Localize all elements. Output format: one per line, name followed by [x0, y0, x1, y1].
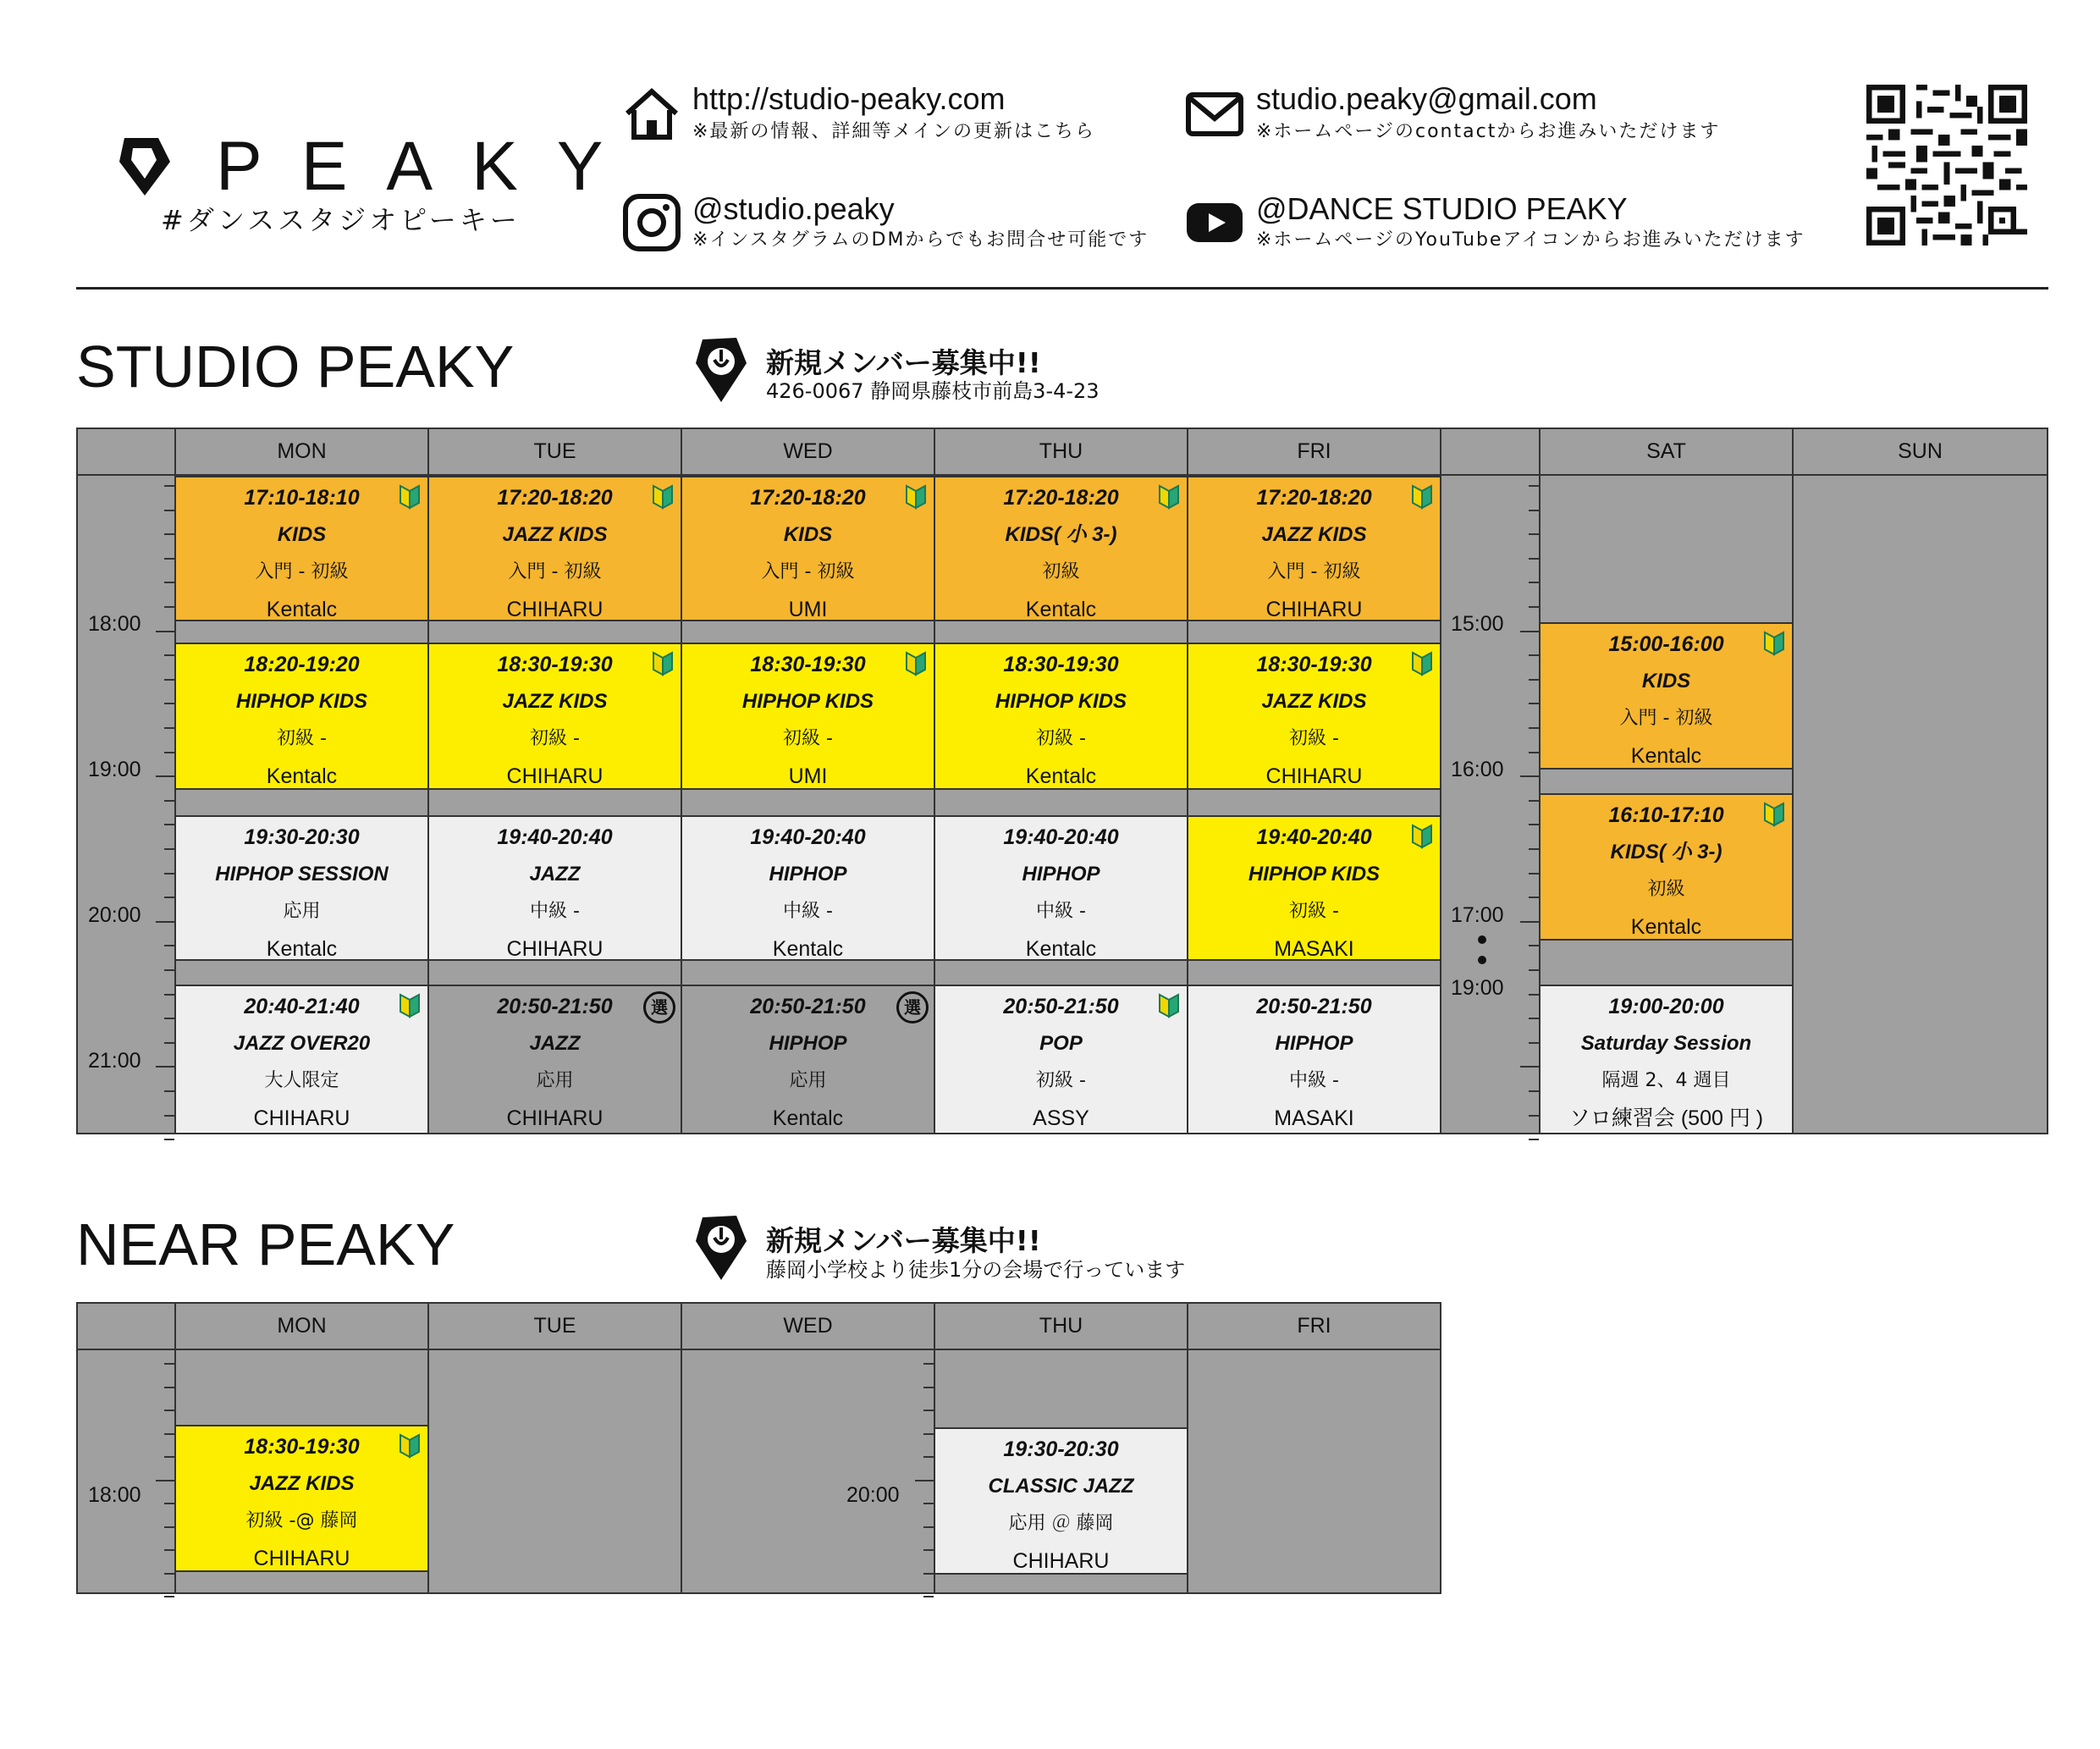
class-instructor: CHIHARU: [1265, 598, 1363, 621]
time-tick: [164, 558, 174, 560]
class-level: 初級 -: [277, 728, 327, 749]
class-cell[interactable]: [1539, 622, 1794, 770]
time-tick: [1529, 994, 1539, 996]
class-instructor: Kentalc: [1630, 744, 1702, 768]
class-instructor: CHIHARU: [253, 1106, 350, 1130]
time-tick: [164, 1042, 174, 1044]
class-name: HIPHOP: [1022, 863, 1100, 886]
time-tick: [156, 775, 174, 777]
day-head-fri: FRI: [1187, 428, 1441, 476]
class-name: JAZZ KIDS: [502, 523, 608, 546]
header-divider: [76, 287, 2048, 290]
time-tick: [1529, 824, 1539, 825]
class-instructor: UMI: [788, 598, 828, 621]
time-tick: [164, 582, 174, 583]
class-time: 18:20-19:20: [244, 653, 360, 676]
class-name: JAZZ KIDS: [1261, 523, 1367, 546]
class-name: HIPHOP KIDS: [1248, 863, 1381, 886]
class-name: HIPHOP: [1275, 1032, 1353, 1055]
time-tick: [164, 1526, 174, 1528]
time-label: 20:00: [88, 903, 141, 927]
time-label: 18:00: [88, 1483, 141, 1507]
near-day-head-mon: MON: [174, 1302, 429, 1350]
time-tick: [1520, 631, 1539, 632]
class-instructor: Kentalc: [266, 937, 338, 961]
day-head-tue: TUE: [427, 428, 682, 476]
beginner-mark-icon: [1411, 484, 1433, 510]
beginner-mark-icon: [1763, 802, 1785, 827]
class-cell[interactable]: [1539, 985, 1794, 1134]
time-tick: [923, 1387, 934, 1388]
time-tick: [1529, 558, 1539, 560]
class-instructor: Kentalc: [1025, 764, 1097, 788]
class-name: JAZZ: [529, 863, 581, 886]
peaky-logo-mark: [114, 131, 174, 199]
class-level: 入門 - 初級: [1267, 561, 1361, 582]
time-tick: [923, 1503, 934, 1504]
time-tick: [1529, 727, 1539, 729]
time-gap-dots: [1478, 935, 1486, 964]
class-name: JAZZ: [529, 1032, 581, 1055]
peaky-pin-icon: [694, 1212, 748, 1283]
email-link[interactable]: studio.peaky@gmail.com: [1256, 81, 1597, 116]
time-label: 15:00: [1451, 612, 1504, 636]
time-label: 16:00: [1451, 758, 1504, 781]
class-name: KIDS( 小 3-): [1610, 841, 1722, 863]
class-name: HIPHOP SESSION: [215, 863, 389, 886]
email-note: ※ホームページのcontactからお進みいただけます: [1256, 121, 1721, 142]
time-tick: [164, 510, 174, 511]
time-tick: [1529, 969, 1539, 971]
class-level: 応用 ＠ 藤岡: [1008, 1513, 1114, 1534]
class-cell[interactable]: [174, 1425, 429, 1572]
time-tick: [164, 533, 174, 535]
class-instructor: CHIHARU: [253, 1547, 350, 1570]
class-level: 隔週 2、4 週目: [1601, 1070, 1731, 1091]
class-name: HIPHOP: [769, 863, 847, 886]
class-time: 18:30-19:30: [1003, 653, 1119, 676]
class-instructor: MASAKI: [1274, 1106, 1354, 1130]
day-head-sat: SAT: [1539, 428, 1794, 476]
beginner-mark-icon: [399, 484, 421, 510]
time-tick: [1529, 533, 1539, 535]
time-tick: [1520, 921, 1539, 923]
time-tick: [164, 485, 174, 487]
time-tick: [164, 1549, 174, 1551]
website-link[interactable]: http://studio-peaky.com: [692, 81, 1006, 116]
class-instructor: CHIHARU: [506, 598, 604, 621]
class-cell[interactable]: [681, 476, 935, 621]
peaky-pin-icon: [694, 334, 748, 406]
day-head-sun: SUN: [1792, 428, 2048, 476]
class-instructor: CHIHARU: [1265, 764, 1363, 788]
instagram-note: ※インスタグラムのDMからでもお問合せ可能です: [692, 229, 1149, 251]
youtube-note: ※ホームページのYouTubeアイコンからお進みいただけます: [1256, 229, 1805, 251]
class-name: KIDS( 小 3-): [1005, 523, 1117, 546]
class-cell[interactable]: [681, 985, 935, 1134]
class-level: 初級 -: [1289, 728, 1339, 749]
time-tick: [1529, 897, 1539, 898]
class-time: 20:50-21:50: [1003, 995, 1119, 1018]
time-tick: [164, 1363, 174, 1365]
time-tick: [164, 848, 174, 850]
class-instructor: Kentalc: [1025, 937, 1097, 961]
time-tick: [164, 1115, 174, 1117]
class-instructor: Kentalc: [266, 764, 338, 788]
class-name: Saturday Session: [1580, 1032, 1752, 1055]
class-cell[interactable]: [934, 476, 1188, 621]
time-tick: [1529, 485, 1539, 487]
time-tick: [1529, 800, 1539, 802]
near-timetable: [76, 1302, 1441, 1594]
class-instructor: CHIHARU: [506, 764, 604, 788]
class-instructor: Kentalc: [1630, 915, 1702, 939]
time-tick: [164, 800, 174, 802]
class-instructor: Kentalc: [1025, 598, 1097, 621]
time-tick: [923, 1596, 934, 1597]
class-level: 大人限定: [264, 1070, 339, 1091]
time-tick: [164, 1503, 174, 1504]
class-time: 17:20-18:20: [1256, 486, 1372, 510]
time-col-head: [76, 1302, 176, 1350]
class-cell[interactable]: [934, 1427, 1188, 1575]
time-tick: [164, 824, 174, 825]
time-tick: [164, 897, 174, 898]
time-label: 17:00: [1451, 903, 1504, 927]
time-tick: [156, 1480, 174, 1481]
time-tick: [1529, 510, 1539, 511]
class-instructor: ソロ練習会 (500 円 ): [1568, 1106, 1764, 1130]
time-tick: [164, 752, 174, 753]
class-instructor: CHIHARU: [1012, 1549, 1110, 1573]
class-cell[interactable]: [174, 985, 429, 1134]
time-tick: [1529, 945, 1539, 946]
beginner-mark-icon: [905, 651, 927, 676]
class-time: 17:20-18:20: [750, 486, 866, 510]
time-tick: [923, 1363, 934, 1365]
class-time: 20:50-21:50: [750, 995, 866, 1018]
class-time: 19:40-20:40: [497, 825, 613, 849]
studio-timetable: [76, 428, 2048, 1134]
qr-code[interactable]: [1866, 85, 2027, 246]
class-level: 入門 - 初級: [1619, 708, 1713, 729]
time-tick: [164, 703, 174, 704]
home-icon: [622, 85, 681, 144]
class-time: 19:40-20:40: [1003, 825, 1119, 849]
class-cell[interactable]: [174, 643, 429, 790]
time-tick: [1529, 1139, 1539, 1140]
class-cell[interactable]: [427, 476, 682, 621]
youtube-icon: [1185, 193, 1244, 252]
class-time: 15:00-16:00: [1608, 632, 1724, 656]
class-name: HIPHOP KIDS: [235, 690, 368, 713]
weekend-time-col-head: [1440, 428, 1541, 476]
time-tick: [164, 727, 174, 729]
time-tick: [164, 606, 174, 608]
class-level: 初級 -: [530, 728, 580, 749]
near-location: 藤岡小学校より徒歩1分の会場で行っています: [766, 1258, 1186, 1282]
class-instructor: Kentalc: [266, 598, 338, 621]
class-time: 19:40-20:40: [750, 825, 866, 849]
class-time: 16:10-17:10: [1608, 803, 1724, 827]
class-time: 19:40-20:40: [1256, 825, 1372, 849]
time-tick: [1529, 1115, 1539, 1117]
time-label: 20:00: [846, 1483, 900, 1507]
near-day-head-thu: THU: [934, 1302, 1188, 1350]
col-line: [681, 1349, 682, 1594]
class-cell[interactable]: [681, 643, 935, 790]
class-time: 20:50-21:50: [497, 995, 613, 1018]
selection-badge-icon: 選: [643, 991, 675, 1023]
time-tick: [164, 1596, 174, 1597]
beginner-mark-icon: [399, 1433, 421, 1459]
time-tick: [164, 969, 174, 971]
class-time: 19:30-20:30: [244, 825, 360, 849]
class-name: KIDS: [1641, 670, 1691, 692]
class-name: JAZZ KIDS: [1261, 690, 1367, 713]
time-tick: [1529, 654, 1539, 656]
time-label: 21:00: [88, 1049, 141, 1073]
time-tick: [923, 1526, 934, 1528]
time-tick: [156, 631, 174, 632]
time-tick: [164, 1410, 174, 1411]
time-tick: [923, 1433, 934, 1435]
class-cell[interactable]: [1187, 815, 1441, 961]
time-tick: [164, 1573, 174, 1575]
class-instructor: Kentalc: [772, 1106, 844, 1130]
class-name: KIDS: [277, 523, 327, 546]
near-day-head-wed: WED: [681, 1302, 935, 1350]
class-level: 初級 -: [1036, 728, 1086, 749]
beginner-mark-icon: [399, 993, 421, 1018]
time-label: 19:00: [1451, 976, 1504, 1000]
studio-title: STUDIO PEAKY: [76, 334, 515, 400]
class-cell[interactable]: [427, 985, 682, 1134]
class-cell[interactable]: [934, 985, 1188, 1134]
time-tick: [164, 679, 174, 681]
class-name: KIDS: [783, 523, 833, 546]
near-title: NEAR PEAKY: [76, 1211, 455, 1277]
class-level: 入門 - 初級: [255, 561, 349, 582]
time-tick: [156, 1066, 174, 1068]
time-tick: [164, 1139, 174, 1140]
time-tick: [1520, 775, 1539, 777]
beginner-mark-icon: [652, 651, 674, 676]
time-tick: [915, 1480, 934, 1481]
time-tick: [1529, 848, 1539, 850]
beginner-mark-icon: [1158, 484, 1180, 510]
day-head-mon: MON: [174, 428, 429, 476]
class-instructor: UMI: [788, 764, 828, 788]
time-tick: [164, 654, 174, 656]
class-time: 19:30-20:30: [1003, 1437, 1119, 1461]
instagram-icon: [622, 193, 681, 252]
time-tick: [156, 921, 174, 923]
studio-address: 426-0067 静岡県藤枝市前島3-4-23: [766, 379, 1100, 403]
near-recruit-title: 新規メンバー募集中!!: [766, 1224, 1041, 1257]
class-level: 応用: [283, 901, 321, 922]
class-time: 20:40-21:40: [244, 995, 360, 1018]
time-tick: [1529, 873, 1539, 874]
class-level: 応用: [789, 1070, 827, 1091]
class-time: 20:50-21:50: [1256, 995, 1372, 1018]
class-level: 初級: [1647, 879, 1685, 900]
near-day-head-fri: FRI: [1187, 1302, 1441, 1350]
studio-recruit-title: 新規メンバー募集中!!: [766, 346, 1041, 379]
class-time: 18:30-19:30: [244, 1435, 360, 1459]
class-level: 入門 - 初級: [761, 561, 855, 582]
class-level: 中級 -: [530, 901, 580, 922]
time-tick: [164, 1018, 174, 1019]
class-name: JAZZ KIDS: [249, 1472, 355, 1495]
near-day-head-tue: TUE: [427, 1302, 682, 1350]
selection-badge-icon: 選: [896, 991, 929, 1023]
time-label: 18:00: [88, 612, 141, 636]
instagram-link[interactable]: @studio.peaky: [692, 191, 895, 226]
time-tick: [164, 945, 174, 946]
class-name: JAZZ KIDS: [502, 690, 608, 713]
class-level: 初級 -: [1036, 1070, 1086, 1091]
class-name: HIPHOP KIDS: [741, 690, 874, 713]
class-cell[interactable]: [681, 815, 935, 961]
youtube-link[interactable]: @DANCE STUDIO PEAKY: [1256, 191, 1628, 226]
mail-icon: [1185, 85, 1244, 144]
class-level: 応用: [536, 1070, 574, 1091]
class-cell[interactable]: [174, 815, 429, 961]
class-cell[interactable]: [174, 476, 429, 621]
class-time: 17:20-18:20: [497, 486, 613, 510]
class-name: POP: [1039, 1032, 1083, 1055]
beginner-mark-icon: [905, 484, 927, 510]
time-tick: [1520, 1066, 1539, 1068]
time-tick: [923, 1573, 934, 1575]
time-tick: [923, 1410, 934, 1411]
day-head-thu: THU: [934, 428, 1188, 476]
class-level: 中級 -: [783, 901, 833, 922]
class-name: HIPHOP KIDS: [995, 690, 1127, 713]
class-level: 中級 -: [1036, 901, 1086, 922]
time-tick: [164, 873, 174, 874]
class-instructor: MASAKI: [1274, 937, 1354, 961]
class-level: 初級 -: [1289, 901, 1339, 922]
logo-text: PEAKY: [216, 128, 642, 205]
time-tick: [164, 994, 174, 996]
class-cell[interactable]: [1187, 476, 1441, 621]
beginner-mark-icon: [652, 484, 674, 510]
class-cell[interactable]: [427, 643, 682, 790]
time-tick: [1529, 1042, 1539, 1044]
class-cell[interactable]: [934, 643, 1188, 790]
class-level: 初級: [1042, 561, 1080, 582]
class-time: 18:30-19:30: [497, 653, 613, 676]
class-cell[interactable]: [1539, 793, 1794, 941]
class-cell[interactable]: [427, 815, 682, 961]
day-head-wed: WED: [681, 428, 935, 476]
class-cell[interactable]: [1187, 985, 1441, 1134]
class-level: 初級 -@ 藤岡: [245, 1510, 358, 1531]
time-tick: [1529, 606, 1539, 608]
time-tick: [923, 1549, 934, 1551]
beginner-mark-icon: [1158, 993, 1180, 1018]
class-instructor: CHIHARU: [506, 1106, 604, 1130]
class-cell[interactable]: [934, 815, 1188, 961]
time-tick: [1529, 679, 1539, 681]
class-instructor: Kentalc: [772, 937, 844, 961]
time-tick: [1529, 1090, 1539, 1092]
class-time: 17:10-18:10: [244, 486, 360, 510]
class-level: 入門 - 初級: [508, 561, 602, 582]
class-level: 初級 -: [783, 728, 833, 749]
class-time: 18:30-19:30: [1256, 653, 1372, 676]
time-tick: [164, 1433, 174, 1435]
class-name: HIPHOP: [769, 1032, 847, 1055]
class-instructor: CHIHARU: [506, 937, 604, 961]
time-tick: [164, 1090, 174, 1092]
class-time: 19:00-20:00: [1608, 995, 1724, 1018]
class-cell[interactable]: [1187, 643, 1441, 790]
beginner-mark-icon: [1411, 651, 1433, 676]
class-instructor: ASSY: [1033, 1106, 1089, 1130]
time-tick: [1529, 1018, 1539, 1019]
time-tick: [1529, 703, 1539, 704]
time-tick: [1529, 582, 1539, 583]
class-time: 18:30-19:30: [750, 653, 866, 676]
time-tick: [923, 1456, 934, 1458]
website-note: ※最新の情報、詳細等メインの更新はこちら: [692, 121, 1095, 142]
time-label: 19:00: [88, 758, 141, 781]
class-name: JAZZ OVER20: [233, 1032, 371, 1055]
time-col-head: [76, 428, 176, 476]
beginner-mark-icon: [1411, 824, 1433, 849]
time-tick: [1529, 752, 1539, 753]
time-tick: [164, 1456, 174, 1458]
beginner-mark-icon: [1763, 631, 1785, 656]
class-name: CLASSIC JAZZ: [988, 1475, 1134, 1498]
hashtag: #ダンススタジオピーキー: [161, 204, 521, 236]
class-time: 17:20-18:20: [1003, 486, 1119, 510]
class-level: 中級 -: [1289, 1070, 1339, 1091]
time-tick: [164, 1387, 174, 1388]
